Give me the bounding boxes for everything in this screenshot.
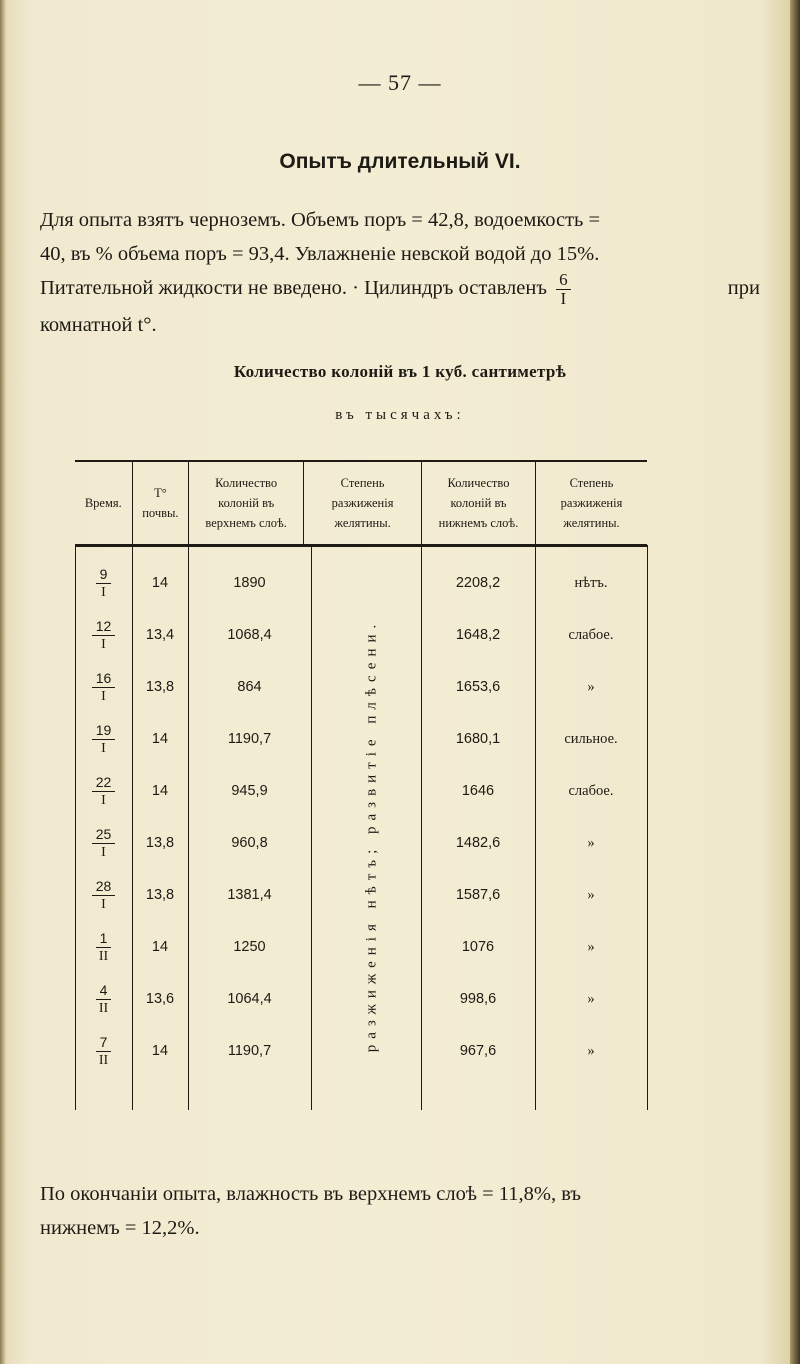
time-cell — [75, 921, 132, 973]
table-row — [75, 973, 647, 1025]
lower-degree-cell: » — [587, 834, 595, 851]
conclusion-line-1: По окончаніи опыта, влажность въ верхнемъ слоѣ = 11,8%, въ — [40, 1183, 582, 1205]
time-cell — [75, 713, 132, 765]
date-day: 9 — [96, 565, 112, 584]
date-fraction — [96, 565, 112, 602]
header-upper-degree: Степень разжиженія желятины. — [304, 461, 422, 546]
temp-cell: 14 — [151, 939, 169, 955]
temp-cell: 13,4 — [145, 627, 175, 643]
intro-line-1: Для опыта взятъ черноземъ. Объемъ поръ = 42,8, водоемкость = — [40, 209, 601, 231]
date-month: I — [101, 584, 106, 600]
table-subtitle: Количество колоній въ 1 куб. сантиметрѣ — [233, 362, 567, 381]
lower-degree-cell: сильное. — [564, 730, 618, 747]
time-cell — [75, 973, 132, 1025]
table-subtitle-units: въ тысячахъ: — [335, 407, 465, 423]
lower-count-cell: 1653,6 — [455, 679, 501, 695]
experiment-title: Опытъ длительный VI. — [279, 150, 521, 173]
date-day: 4 — [96, 981, 112, 1000]
table-row — [75, 713, 647, 765]
time-cell — [75, 817, 132, 869]
upper-count-cell: 1250 — [233, 939, 266, 955]
page-right-edge — [790, 0, 800, 1364]
date-day: 16 — [92, 669, 116, 688]
lower-count-cell: 1482,6 — [455, 835, 501, 851]
table-row — [75, 817, 647, 869]
table-row — [75, 921, 647, 973]
date-fraction — [92, 773, 116, 810]
date-fraction — [92, 825, 116, 862]
date-month: II — [98, 948, 109, 964]
temp-cell: 14 — [151, 1043, 169, 1059]
intro-line-3-text: Питательной жидкости не введено. · Цилиндръ оставленъ — [40, 277, 547, 300]
date-month: I — [101, 636, 106, 652]
date-fraction — [96, 929, 112, 966]
temp-cell: 13,6 — [145, 991, 175, 1007]
lower-count-cell: 1587,6 — [455, 887, 501, 903]
upper-count-cell: 1064,4 — [227, 991, 272, 1007]
temp-cell: 13,8 — [145, 887, 175, 903]
lower-degree-cell: » — [587, 938, 595, 955]
colonies-table-header — [75, 460, 647, 547]
lower-degree-cell: нѣтъ. — [574, 574, 608, 591]
date-month: I — [101, 688, 106, 704]
intro-line-4: комнатной t°. — [40, 314, 157, 336]
lower-count-cell: 1076 — [461, 939, 495, 955]
temp-cell: 14 — [151, 575, 169, 591]
upper-count-cell: 945,9 — [231, 783, 268, 799]
header-upper-count: Количество колоній въ верхнемъ слоѣ. — [189, 461, 304, 546]
duration-fraction — [556, 271, 571, 308]
date-day: 28 — [92, 877, 116, 896]
date-day: 1 — [96, 929, 112, 948]
date-month: II — [98, 1052, 109, 1068]
time-cell — [75, 661, 132, 713]
temp-cell: 14 — [151, 731, 169, 747]
intro-line-3-end: при — [727, 277, 760, 299]
date-day: 25 — [92, 825, 116, 844]
conclusion-paragraph — [40, 1177, 760, 1245]
header-time: Время. — [75, 461, 132, 546]
date-fraction — [92, 721, 116, 758]
merged-degree-note: разжиженія нѣтъ; развитіе плѣсени. — [363, 618, 380, 1052]
header-lower-count: Количество колоній въ нижнемъ слоѣ. — [422, 461, 536, 546]
date-fraction — [96, 1033, 112, 1070]
date-day: 19 — [92, 721, 116, 740]
date-fraction — [92, 877, 116, 914]
table-row — [75, 557, 647, 609]
header-lower-degree: Степень разжиженія желятины. — [535, 461, 647, 546]
date-day: 7 — [96, 1033, 112, 1052]
table-row — [75, 765, 647, 817]
page-left-edge — [0, 0, 6, 1364]
temp-cell: 14 — [151, 783, 169, 799]
date-month: I — [101, 844, 106, 860]
lower-count-cell: 967,6 — [459, 1043, 497, 1059]
colonies-table-body — [75, 545, 647, 1110]
date-fraction — [92, 669, 116, 706]
time-cell — [75, 1025, 132, 1077]
time-cell — [75, 765, 132, 817]
time-cell — [75, 869, 132, 921]
lower-degree-cell: » — [587, 1042, 595, 1059]
date-day: 22 — [92, 773, 116, 792]
table-border-right — [647, 545, 648, 1110]
lower-count-cell: 2208,2 — [455, 575, 501, 591]
upper-count-cell: 960,8 — [231, 835, 268, 851]
lower-degree-cell: слабое. — [568, 782, 614, 799]
table-row — [75, 609, 647, 661]
date-month: I — [101, 896, 106, 912]
lower-degree-cell: » — [587, 990, 595, 1007]
page-number: — 57 — — [358, 70, 442, 95]
time-cell — [75, 609, 132, 661]
table-row — [75, 869, 647, 921]
upper-count-cell: 1190,7 — [227, 1043, 272, 1059]
lower-count-cell: 998,6 — [459, 991, 497, 1007]
lower-count-cell: 1680,1 — [455, 731, 501, 747]
intro-line-2: 40, въ % объема поръ = 93,4. Увлажненіе невской водой до 15%. — [40, 243, 600, 265]
table-row — [75, 1025, 647, 1077]
upper-count-cell: 864 — [237, 679, 262, 695]
date-month: I — [101, 740, 106, 756]
upper-count-cell: 1890 — [233, 575, 266, 591]
date-fraction — [92, 617, 116, 654]
fraction-numerator: 6 — [556, 271, 571, 290]
conclusion-line-2: нижнемъ = 12,2%. — [40, 1217, 200, 1239]
temp-cell: 13,8 — [145, 679, 175, 695]
date-day: 12 — [92, 617, 116, 636]
lower-count-cell: 1646 — [461, 783, 495, 799]
upper-count-cell: 1381,4 — [227, 887, 272, 903]
intro-paragraph — [40, 203, 760, 342]
lower-degree-cell: » — [587, 886, 595, 903]
intro-line-3 — [40, 271, 760, 308]
fraction-denominator: I — [560, 289, 567, 308]
lower-count-cell: 1648,2 — [455, 627, 501, 643]
date-month: I — [101, 792, 106, 808]
upper-count-cell: 1190,7 — [227, 731, 272, 747]
time-cell — [75, 557, 132, 609]
table-row — [75, 661, 647, 713]
date-month: II — [98, 1000, 109, 1016]
header-temp: T° почвы. — [132, 461, 189, 546]
temp-cell: 13,8 — [145, 835, 175, 851]
lower-degree-cell: » — [587, 678, 595, 695]
lower-degree-cell: слабое. — [568, 626, 614, 643]
date-fraction — [96, 981, 112, 1018]
upper-count-cell: 1068,4 — [227, 627, 272, 643]
